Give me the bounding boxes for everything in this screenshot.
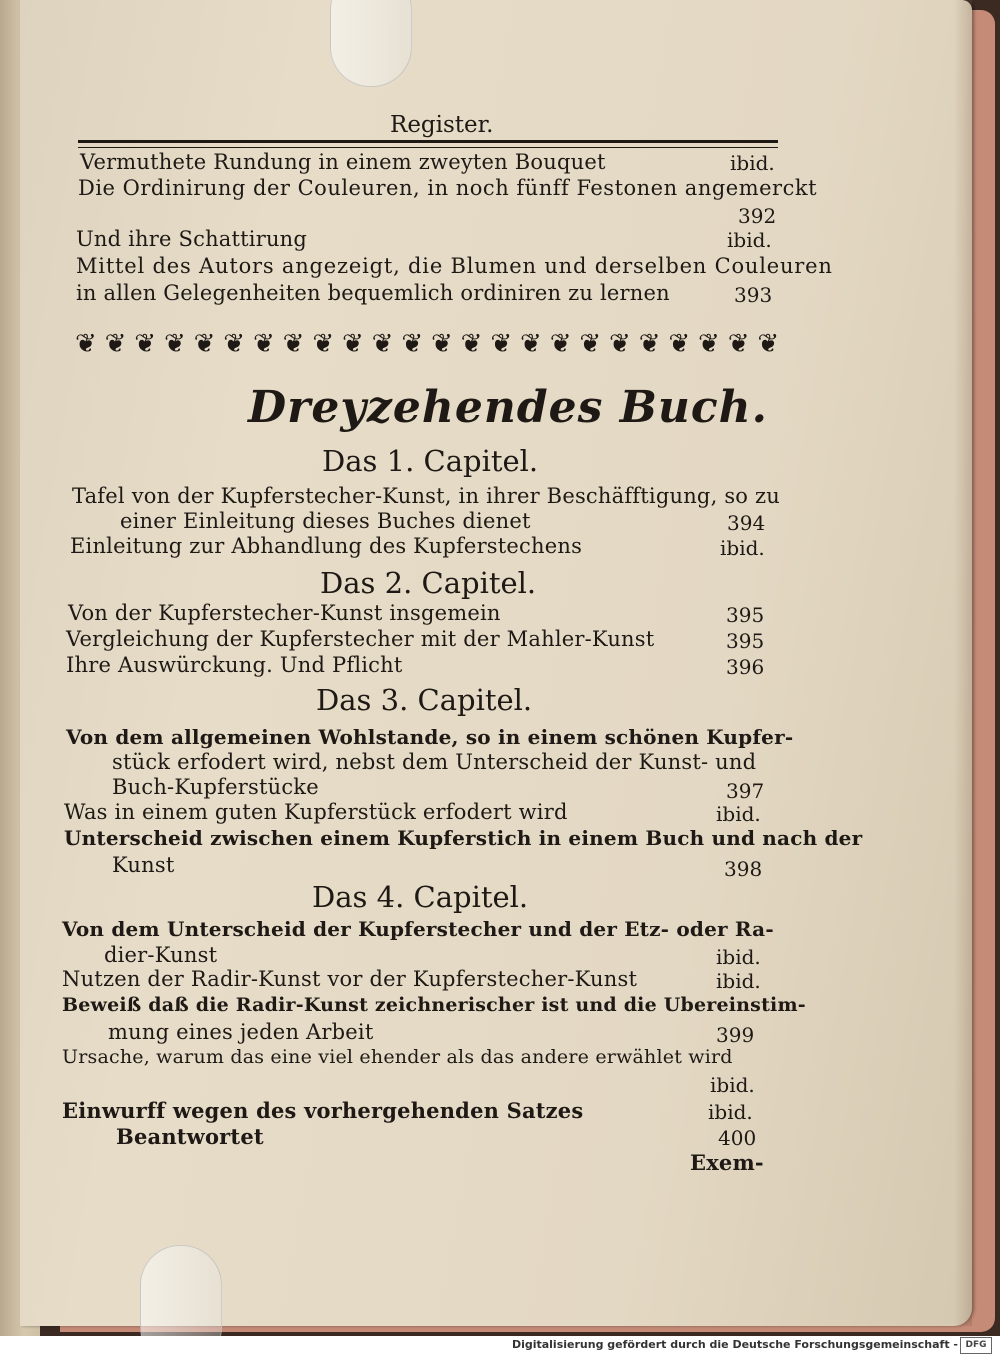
entry-page: 399 [716, 1023, 755, 1047]
entry-text: Ihre Auswürckung. Und Pflicht [66, 653, 403, 677]
entry-text: Die Ordinirung der Couleuren, in noch fünff Festonen angemerckt [78, 176, 818, 200]
ornament-glyph: ❦ [163, 329, 186, 359]
entry-text: in allen Gelegenheiten bequemlich ordiniren zu lernen [76, 281, 670, 305]
entry-page: 392 [738, 204, 777, 228]
funding-credit: Digitalisierung gefördert durch die Deutsche Forschungsgemeinschaft - [511, 1338, 958, 1351]
ornament-glyph: ❦ [312, 329, 335, 359]
running-head: Register. [390, 112, 494, 138]
entry-page: 400 [718, 1126, 757, 1150]
ornament-glyph: ❦ [520, 329, 542, 359]
ornament-glyph: ❦ [698, 329, 720, 359]
ornament-glyph: ❦ [431, 329, 453, 359]
entry-text: Mittel des Autors angezeigt, die Blumen und derselben Couleuren [76, 254, 833, 278]
entry-page: ibid. [727, 228, 772, 252]
book-title: Dreyzehendes Buch. [248, 382, 768, 433]
entry-text: Tafel von der Kupferstecher-Kunst, in ihrer Beschäfftigung, so zu [72, 484, 780, 508]
entry-page: ibid. [708, 1100, 753, 1124]
ornament-glyph: ❦ [371, 329, 394, 359]
entry-page: ibid. [716, 969, 761, 993]
ornament-glyph: ❦ [490, 329, 513, 359]
entry-text: Vermuthete Rundung in einem zweyten Bouquet [80, 150, 606, 174]
chapter-heading: Das 2. Capitel. [320, 566, 537, 600]
entry-text: Von dem Unterscheid der Kupferstecher und der Etz- oder Ra- [62, 917, 774, 941]
entry-text: Unterscheid zwischen einem Kupferstich in einem Buch und nach der [64, 826, 863, 850]
ornament-glyph: ❦ [460, 329, 483, 359]
catchword: Exem- [690, 1150, 764, 1175]
entry-text: dier-Kunst [104, 943, 218, 967]
entry-text: Einleitung zur Abhandlung des Kupferstechens [70, 534, 583, 558]
entry-text: Beantwortet [116, 1124, 264, 1149]
ornament-glyph: ❦ [609, 329, 631, 359]
header-rule [78, 140, 778, 148]
ornament-glyph: ❦ [104, 329, 127, 359]
entry-text: Einwurff wegen des vorhergehenden Satzes [62, 1098, 584, 1123]
page-clip-bottom [140, 1245, 222, 1336]
ornament-glyph: ❦ [341, 329, 364, 359]
entry-page: ibid. [730, 151, 775, 175]
ornament-glyph: ❦ [401, 329, 424, 359]
entry-page: 395 [726, 603, 765, 627]
entry-text: Nutzen der Radir-Kunst vor der Kupferstecher-Kunst [62, 967, 638, 991]
entry-page: ibid. [720, 536, 765, 560]
ornament-glyph: ❦ [223, 329, 246, 359]
entry-text: Von dem allgemeinen Wohlstande, so in einem schönen Kupfer- [66, 725, 794, 749]
entry-text: stück erfodert wird, nebst dem Unterscheid der Kunst- und [112, 750, 757, 774]
ornament-glyph: ❦ [549, 329, 572, 359]
ornament-glyph: ❦ [193, 329, 216, 359]
entry-text: mung eines jeden Arbeit [108, 1020, 374, 1044]
entry-page: 394 [727, 511, 766, 535]
entry-text: Ursache, warum das eine viel ehender als das andere erwählet wird [62, 1046, 733, 1068]
entry-page: ibid. [710, 1073, 755, 1097]
entry-page: 395 [726, 629, 765, 653]
ornament-band [72, 325, 782, 365]
ornament-glyph: ❦ [282, 329, 305, 359]
page-edge-shadow [954, 0, 972, 1326]
entry-text: einer Einleitung dieses Buches dienet [120, 509, 531, 533]
ornament-glyph: ❦ [579, 329, 602, 359]
entry-page: 396 [726, 655, 765, 679]
entry-text: Buch-Kupferstücke [112, 775, 319, 799]
ornament-glyph: ❦ [252, 329, 275, 359]
ornament-glyph: ❦ [134, 329, 157, 359]
dfg-logo: DFG [960, 1337, 992, 1354]
entry-page: ibid. [716, 945, 761, 969]
chapter-heading: Das 4. Capitel. [312, 880, 529, 914]
ornament-glyph: ❦ [727, 329, 750, 359]
entry-page: ibid. [716, 802, 761, 826]
ornament-glyph: ❦ [638, 329, 661, 359]
entry-page: 398 [724, 857, 763, 881]
entry-text: Beweiß daß die Radir-Kunst zeichnerischer ist und die Ubereinstim- [62, 994, 806, 1016]
ornament-glyph: ❦ [757, 329, 780, 359]
chapter-heading: Das 1. Capitel. [322, 444, 539, 478]
ornament-glyph: ❦ [668, 329, 691, 359]
entry-text: Kunst [112, 853, 175, 877]
chapter-heading: Das 3. Capitel. [316, 683, 533, 717]
entry-text: Was in einem guten Kupferstück erfodert wird [64, 800, 568, 824]
entry-page: 397 [726, 779, 765, 803]
ornament-glyph: ❦ [74, 329, 97, 359]
entry-text: Von der Kupferstecher-Kunst insgemein [68, 601, 501, 625]
page-clip-top [330, 0, 412, 87]
entry-text: Und ihre Schattirung [76, 227, 308, 251]
entry-text: Vergleichung der Kupferstecher mit der Mahler-Kunst [66, 627, 655, 651]
entry-page: 393 [734, 283, 773, 307]
